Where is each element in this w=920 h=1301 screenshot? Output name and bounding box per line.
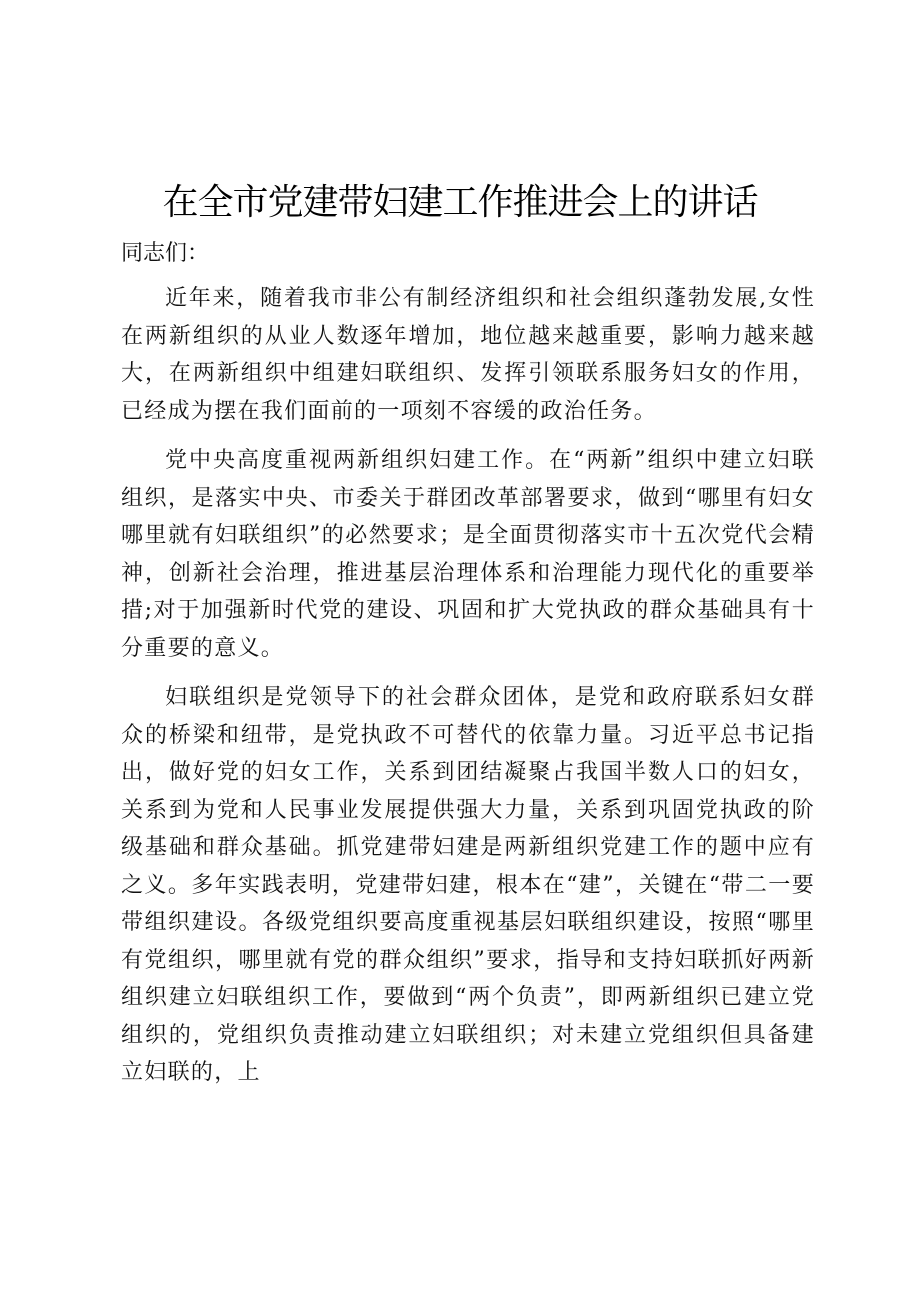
paragraph-3: 妇联组织是党领导下的社会群众团体，是党和政府联系妇女群众的桥梁和纽带，是党执政不可替代的依靠力量。习近平总书记指出，做好党的妇女工作，关系到团结凝聚占我国半数人口的妇女，关系到为党和人民事业发展提供强大力量，关系到巩固党执政的阶级基础和群众基础。抓党建带妇建是两新组织党建工作的题中应有之义。多年实践表明，党建带妇建，根本在“建”，关键在“带二一要带组织建设。各级党组织要高度重视基层妇联组织建设，按照“哪里有党组织，哪里就有党的群众组织”要求，指导和支持妇联抓好两新组织建立妇联组织工作，要做到“两个负责”，即两新组织已建立党组织的，党组织负责推动建立妇联组织；对未建立党组织但具备建立妇联的，上 — [121, 685, 815, 1085]
document-body — [121, 280, 815, 1104]
paragraph-1: 近年来，随着我市非公有制经济组织和社会组织蓬勃发展,女性在两新组织的从业人数逐年增加，地位越来越重要，影响力越来越大，在两新组织中组建妇联组织、发挥引领联系服务妇女的作用，已经成为摆在我们面前的一项刻不容缓的政治任务。 — [121, 286, 815, 424]
paragraph-2: 党中央高度重视两新组织妇建工作。在“两新”组织中建立妇联组织，是落实中央、市委关于群团改革部署要求，做到“哪里有妇女哪里就有妇联组织”的必然要求；是全面贯彻落实市十五次党代会精神，创新社会治理，推进基层治理体系和治理能力现代化的重要举措;对于加强新时代党的建设、巩固和扩大党执政的群众基础具有十分重要的意义。 — [121, 448, 815, 661]
salutation: 同志们： — [121, 241, 210, 266]
document-title: 在全市党建带妇建工作推进会上的讲话 — [162, 182, 758, 223]
